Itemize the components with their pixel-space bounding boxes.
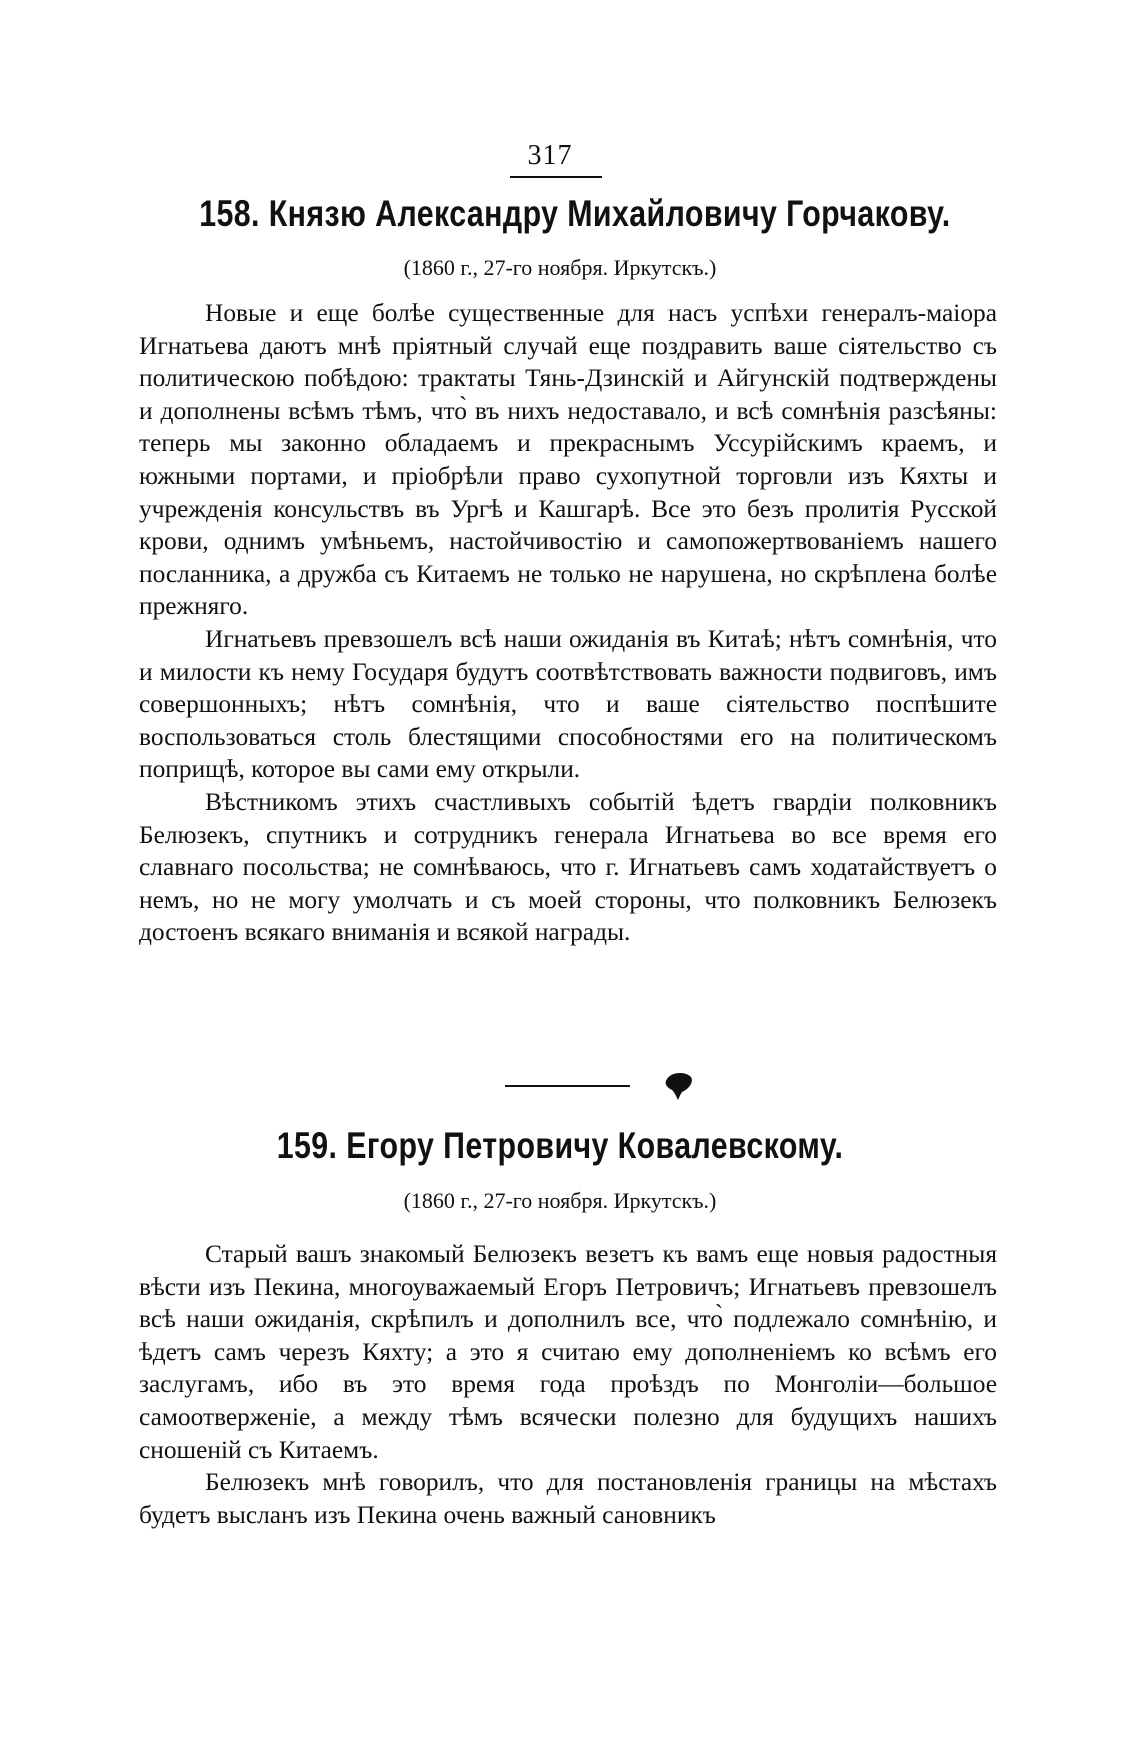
letter-159-body: [139, 1238, 997, 1531]
letter-158-paragraph-1: Новые и еще болѣе существенные для насъ успѣхи генералъ-маіора Игнатьева даютъ мнѣ пріятный случай еще поздравить ваше сіятельство съ политическою побѣдою: трактаты Тянь-Дзинскій и Айгунскій подтверждены и дополнены всѣмъ тѣмъ, что̀ въ нихъ недоставало, и всѣ сомнѣнія разсѣяны: теперь мы законно обладаемъ и прекраснымъ Уссурійскимъ краемъ, и южными портами, и пріобрѣли право сухопутной торговли изъ Кяхты и учрежденія консульствъ въ Ургѣ и Кашгарѣ. Все это безъ пролитія Русской крови, однимъ умѣньемъ, настойчивостію и самопожертвованіемъ нашего посланника, а дружба съ Китаемъ не только не нарушена, но скрѣплена болѣе прежняго.: [139, 299, 997, 621]
letter-159-paragraph-2: Белюзекъ мнѣ говорилъ, что для постановленія границы на мѣстахъ будетъ высланъ изъ Пекина очень важный сановникъ: [139, 1468, 997, 1529]
ink-blot-ornament: [663, 1069, 695, 1101]
letter-159-paragraph-1: Старый вашъ знакомый Белюзекъ везетъ къ вамъ еще новыя радостныя вѣсти изъ Пекина, многоуважаемый Егоръ Петровичъ; Игнатьевъ превзошелъ всѣ наши ожиданія, скрѣпилъ и дополнилъ все, что̀ подлежало сомнѣнію, и ѣдетъ самъ черезъ Кяхту; а это я считаю ему дополненіемъ ко всѣмъ его заслугамъ, ибо въ это время года проѣздъ по Монголіи—большое самоотверженіе, а между тѣмъ всячески полезно для будущихъ нашихъ сношеній съ Китаемъ.: [139, 1240, 997, 1464]
letter-158-date: (1860 г., 27-го ноября. Иркутскъ.): [403, 255, 717, 280]
letter-158-title: 158. Князю Александру Михайловичу Горчакову.: [199, 193, 951, 234]
letter-158-paragraph-3: Вѣстникомъ этихъ счастливыхъ событій ѣдетъ гвардіи полковникъ Белюзекъ, спутникъ и сотрудникъ генерала Игнатьева во все время его славнаго посольства; не сомнѣваюсь, что г. Игнатьевъ самъ ходатайствуетъ о немъ, но не могу умолчать и съ моей стороны, что полковникъ Белюзекъ достоенъ всякаго вниманія и всякой награды.: [139, 787, 997, 947]
letter-159-title: 159. Егору Петровичу Ковалевскому.: [276, 1125, 844, 1166]
page-number: 317: [527, 140, 573, 171]
letter-158-paragraph-2: Игнатьевъ превзошелъ всѣ наши ожиданія въ Китаѣ; нѣтъ сомнѣнія, что и милости къ нему Государя будутъ соотвѣтствовать важности подвиговъ, имъ совершонныхъ; нѣтъ сомнѣнія, что и ваше сіятельство поспѣшите воспользоваться столь блестящими способностями его на политическомъ поприщѣ, которое вы сами ему открыли.: [139, 624, 997, 784]
letter-159-date: (1860 г., 27-го ноября. Иркутскъ.): [403, 1188, 717, 1213]
page-number-rule: [510, 176, 602, 178]
section-divider: [505, 1085, 630, 1087]
letter-158-body: [139, 297, 997, 949]
